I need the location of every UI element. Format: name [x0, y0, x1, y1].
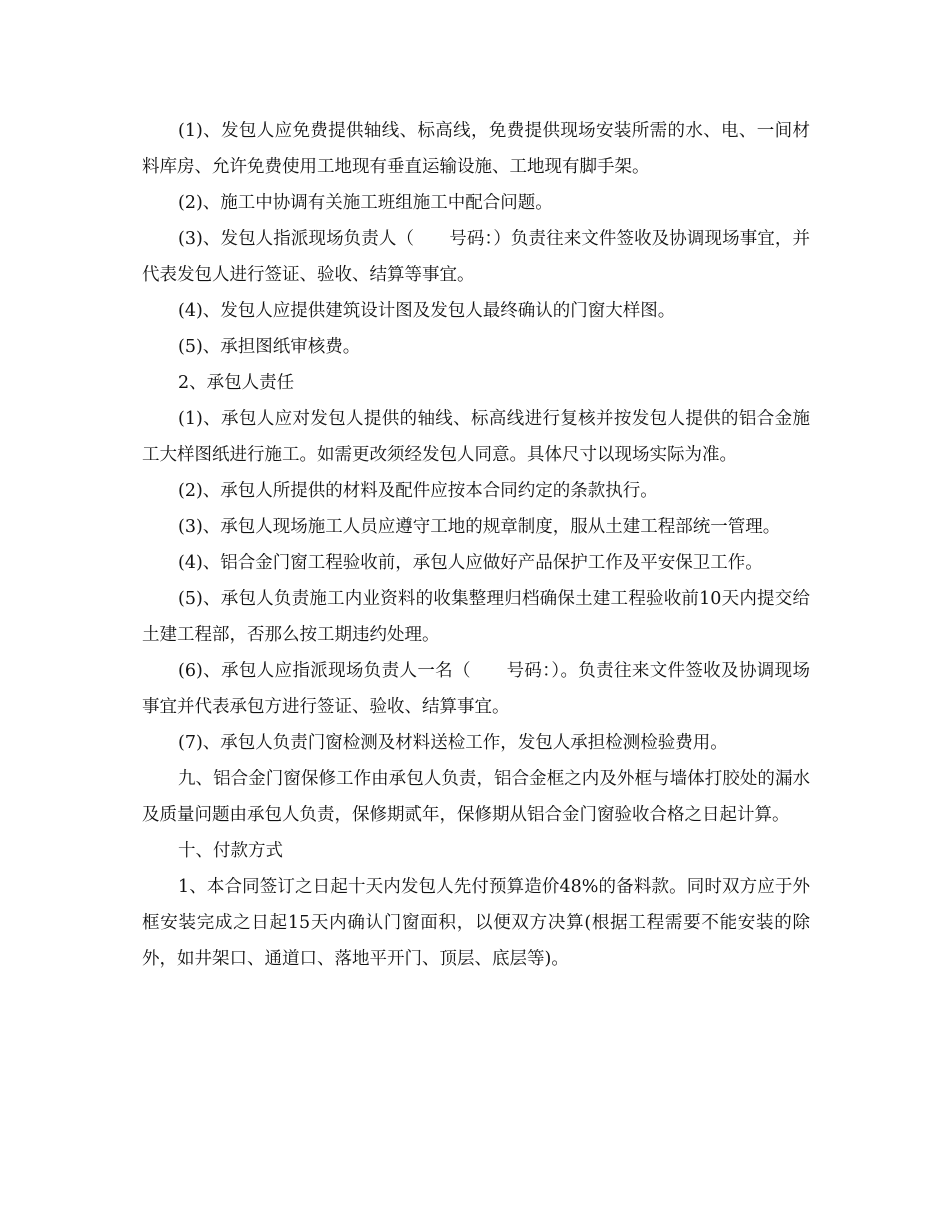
section-heading-payment: 十、付款方式: [178, 841, 283, 861]
clause-employer-1: (1)、发包人应免费提供轴线、标高线，免费提供现场安装所需的水、电、一间材料库房、允许免费使用工地现有垂直运输设施、工地现有脚手架。: [142, 121, 810, 177]
clause-contractor-7: (7)、承包人负责门窗检测及材料送检工作，发包人承担检测检验费用。: [178, 733, 728, 753]
clause-contractor-5: (5)、承包人负责施工内业资料的收集整理归档确保土建工程验收前10天内提交给土建工程部，否那么按工期违约处理。: [142, 589, 810, 645]
clause-contractor-3: (3)、承包人现场施工人员应遵守工地的规章制度，服从土建工程部统一管理。: [178, 517, 781, 537]
document-body: [142, 113, 810, 977]
section-heading-contractor: 2、承包人责任: [178, 373, 295, 393]
clause-employer-4: (4)、发包人应提供建筑设计图及发包人最终确认的门窗大样图。: [178, 301, 676, 321]
clause-contractor-4: (4)、铝合金门窗工程验收前，承包人应做好产品保护工作及平安保卫工作。: [178, 553, 763, 573]
clause-payment-1: 1、本合同签订之日起十天内发包人先付预算造价48%的备料款。同时双方应于外框安装完成之日起15天内确认门窗面积，以便双方决算(根据工程需要不能安装的除外，如井架口、通道口、落地平开门、顶层、底层等)。: [142, 877, 810, 969]
section-warranty: 九、铝合金门窗保修工作由承包人负责，铝合金框之内及外框与墙体打胶处的漏水及质量问题由承包人负责，保修期贰年，保修期从铝合金门窗验收合格之日起计算。: [142, 769, 810, 825]
clause-employer-5: (5)、承担图纸审核费。: [178, 337, 361, 357]
clause-employer-3: (3)、发包人指派现场负责人（ 号码：）负责往来文件签收及协调现场事宜，并代表发包人进行签证、验收、结算等事宜。: [142, 229, 810, 285]
clause-contractor-2: (2)、承包人所提供的材料及配件应按本合同约定的条款执行。: [178, 481, 658, 501]
clause-contractor-1: (1)、承包人应对发包人提供的轴线、标高线进行复核并按发包人提供的铝合金施工大样图纸进行施工。如需更改须经发包人同意。具体尺寸以现场实际为准。: [142, 409, 810, 465]
clause-employer-2: (2)、施工中协调有关施工班组施工中配合问题。: [178, 193, 553, 213]
clause-contractor-6: (6)、承包人应指派现场负责人一名（ 号码：）。负责往来文件签收及协调现场事宜并代表承包方进行签证、验收、结算事宜。: [142, 661, 810, 717]
